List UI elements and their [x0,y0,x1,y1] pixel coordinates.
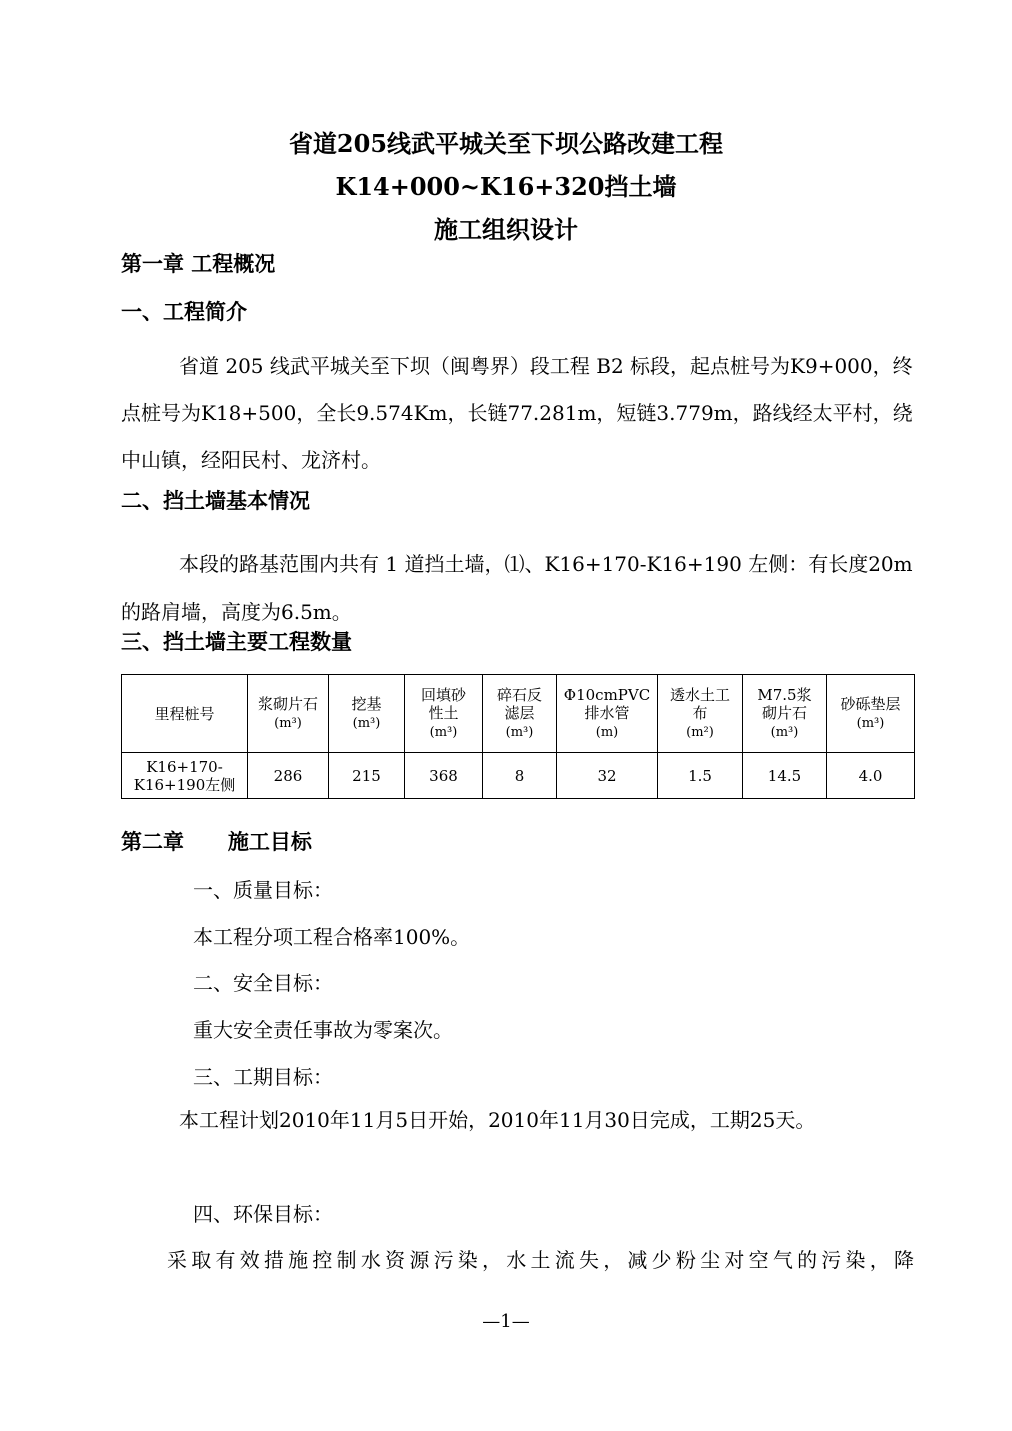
table-header-cell: 透水土工布 (m²) [658,675,743,753]
table-cell: 32 [557,753,658,799]
goal-schedule-text: 本工程计划2010年11月5日开始，2010年11月30日完成，工期25天。 [179,1108,816,1132]
table-header-cell: 砂砾垫层 (m³) [827,675,915,753]
table-header-cell: 里程桩号 [122,675,248,753]
table-header-cell: Φ10cmPVC排水管 (m) [557,675,658,753]
document-title-line1: 省道205线武平城关至下坝公路改建工程 [288,129,724,158]
goal-safety-heading: 二、安全目标： [193,971,333,995]
table-header-cell: 回填砂性土 (m³) [405,675,483,753]
chapter2-heading: 第二章 施工目标 [121,829,312,854]
goal-environment-text: 采取有效措施控制水资源污染，水土流失，减少粉尘对空气的污染，降 [167,1248,914,1272]
document-title-line2: K14+000~K16+320挡土墙 [335,172,677,201]
goal-schedule-heading: 三、工期目标： [193,1065,333,1089]
table-cell: K16+170-K16+190左侧 [122,753,248,799]
section1-heading: 一、工程简介 [121,299,247,324]
goal-safety-text: 重大安全责任事故为零案次。 [193,1018,453,1042]
section3-heading: 三、挡土墙主要工程数量 [121,629,352,654]
section2-heading: 二、挡土墙基本情况 [121,488,310,513]
quantity-table [121,674,915,799]
goal-environment-heading: 四、环保目标： [193,1202,333,1226]
table-header-cell: 挖基 (m³) [329,675,405,753]
page-number: —1— [482,1311,530,1332]
chapter1-heading: 第一章 工程概况 [121,251,276,276]
table-cell: 286 [248,753,329,799]
table-row [122,753,915,799]
table-cell: 1.5 [658,753,743,799]
table-cell: 215 [329,753,405,799]
section1-paragraph: 省道 205 线武平城关至下坝（闽粤界）段工程 B2 标段，起点桩号为K9+000，终点桩号为K18+500，全长9.574Km，长链77.281m，短链3.779m，路线经太平村，绕中山镇，经阳民村、龙济村。 [121,354,913,472]
goal-quality-heading: 一、质量目标： [193,878,333,902]
table-header-cell: 碎石反滤层 (m³) [483,675,557,753]
table-cell: 14.5 [743,753,827,799]
table-header-row [122,675,915,753]
table-cell: 368 [405,753,483,799]
document-title-line3: 施工组织设计 [434,215,578,244]
section2-paragraph: 本段的路基范围内共有 1 道挡土墙，⑴、K16+170-K16+190 左侧：有长度20m的路肩墙，高度为6.5m。 [121,552,913,624]
table-cell: 4.0 [827,753,915,799]
table-header-cell: 浆砌片石 (m³) [248,675,329,753]
table-header-cell: M7.5浆砌片石 (m³) [743,675,827,753]
goal-quality-text: 本工程分项工程合格率100%。 [193,925,471,949]
table-cell: 8 [483,753,557,799]
